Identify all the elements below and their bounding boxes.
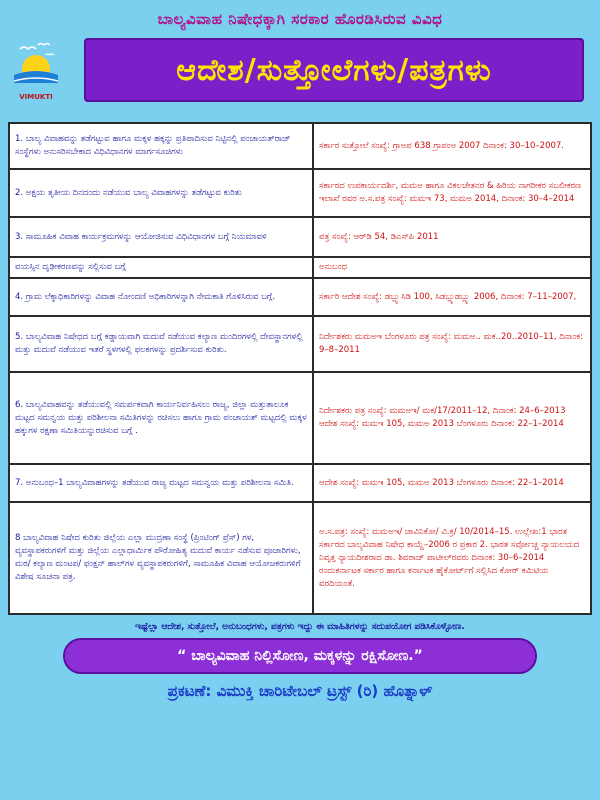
order-reference: ನಿರ್ದೇಶಕರು ಪತ್ರ ಸಂಖ್ಯೆ: ಮಮಅಇ/ ಮಕ/17/2011–12, ದಿನಾಂಕ: 24–6–2013 ಆದೇಶ ಸಂಖ್ಯೆ: ಮಮಇ 105, ಮಮಅ 2013 ಬೆಂಗಳೂರು ದಿನಾಂಕ: 22–1–2014: [313, 372, 591, 464]
sunrise-birds-icon: [10, 39, 62, 95]
logo-text: VIMUKTI: [19, 93, 53, 101]
table-row: [9, 217, 591, 257]
order-reference: ಆದೇಶ ಸಂಖ್ಯೆ: ಮಮಇ 105, ಮಮಅ 2013 ಬೆಂಗಳೂರು ದಿನಾಂಕ: 22–1–2014: [313, 464, 591, 502]
table-row: [9, 169, 591, 217]
header-row: [8, 34, 592, 106]
order-reference: ಸರ್ಕಾರದ ಉಪಕಾರ್ಯದರ್ಶಿ, ಮಮಅ ಹಾಗೂ ವಿಕಲಚೇತನರ & ಹಿರಿಯ ನಾಗರೀಕರ ಸಬಲೀಕರಣ ಇಲಾಖೆ ರವರ ಅ.ಸ.ಪತ್ರ ಸಂಖ್ಯೆ: ಮಮಇ 73, ಮಮಅ 2014, ದಿನಾಂಕ: 30–4–2014: [313, 169, 591, 217]
publisher: ಪ್ರಕಟಣೆ: ವಿಮುಕ್ತಿ ಚಾರಿಟೇಬಲ್ ಟ್ರಸ್ಟ್ (ರಿ) ಹೊತ್ನಾಳ್: [167, 682, 433, 700]
table-row: [9, 502, 591, 614]
orders-table: [8, 122, 592, 615]
order-reference: ಅ.ಸ.ಪತ್ರ: ಸಂಖ್ಯೆ: ಮಮಅಇ/ ಜಾವಿನಿಕೋ/ ವಿ.ಕ್ರ/ 10/2014–15. ಉಲ್ಲೇಖ:1 ಭಾರತ ಸರ್ಕಾರದ ಬಾಲ್ಯವಿವಾಹ ನಿಷೇಧ ಕಾಯ್ದೆ–2006 ರ ಪ್ರಕಾರ 2. ಭಾರತ ಸರ್ವೋಚ್ಚ ನ್ಯಾಯಲಯದ ನಿವೃತ್ತ ನ್ಯಾಯದೀಶರಾದ ಡಾ. ಶಿವರಾಜ್ ಪಾಟೀಲ್‌ರವರು ದಿನಾಂಕ: 30–6–2014 ರಂದುಕರ್ನಾಟಕ ಸರ್ಕಾರ ಹಾಗೂ ಕರ್ನಾಟಕ ಹೈಕೋರ್ಟ್‌ಗೆ ಸಲ್ಲಿಸಿದ ಕೋರ್ ಕಮಿಟಿಯ ವರದಿಯಂತೆ.: [313, 502, 591, 614]
order-reference: ಸರ್ಕಾರಿ ಆದೇಶ ಸಂಖ್ಯೆ: ಡಬ್ಲ್ಯುಸಿಡಿ 100, ಸಿಡಬ್ಲ್ಯುಡಬ್ಲ್ಯು 2006, ದಿನಾಂಕ: 7–11–2007,: [313, 278, 591, 316]
table-row: [9, 464, 591, 502]
order-description: 4. ಗ್ರಾಮ ಲೆಕ್ಕಾಧಿಕಾರಿಗಳನ್ನು ವಿವಾಹ ನೋಂದಣಿ ಅಧಿಕಾರಿಗಳನ್ನಾಗಿ ನೇಮಕಾತಿ ಗೊಳಿಸಿರುವ ಬಗ್ಗೆ.: [9, 278, 313, 316]
footer-note: ಇಷ್ಟೆಲ್ಲಾ ಆದೇಶ, ಸುತ್ತೋಲೆ, ಅನುಬಂಧಗಳು, ಪತ್ರಗಳು ಇದ್ದು ಈ ಮಾಹಿತಿಗಳನ್ನು ಸದುಪಯೋಗ ಪಡಿಸಿಕೊಳ್ಳೋಣ.: [135, 622, 465, 632]
order-description: 1. ಬಾಲ್ಯ ವಿವಾಹವನ್ನು ತಡೆಗಟ್ಟುವ ಹಾಗೂ ಮಕ್ಕಳ ಹಕ್ಕನ್ನು ಪ್ರತಿಪಾದಿಸುವ ನಿಟ್ಟಿನಲ್ಲಿ ಪಂಚಾಯತ್‌ರಾಜ್ ಸಂಸ್ಥೆಗಳು ಅನುಸರಿಸಬೇಕಾದ ವಿಧಿವಿಧಾನಗಳ ಮಾರ್ಗಸೂಚಿಗಳು: [9, 123, 313, 169]
order-reference: ಅನುಬಂಧ: [313, 257, 591, 278]
table-row: [9, 372, 591, 464]
order-description: 6. ಬಾಲ್ಯವಿವಾಹವನ್ನು ತಡೆಯುವಲ್ಲಿ ಸಮರ್ಪಕವಾಗಿ ಕಾರ್ಯನಿರ್ವಹಿಸಲು ರಾಜ್ಯ, ಜಿಲ್ಲಾ ಮತ್ತುತಾಲೂಕ ಮಟ್ಟದ ಸಮನ್ವಯ ಮತ್ತು ಪರಿಶೀಲನಾ ಸಮಿತಿಗಳನ್ನು ರಚಿಸಲು ಹಾಗೂ ಗ್ರಾಮ ಪಂಚಾಯತ್ ಮಟ್ಟದಲ್ಲಿ ಮಕ್ಕಳ ಹಕ್ಕುಗಳ ರಕ್ಷಣಾ ಸಮಿತಿಯನ್ನುರಚಿಸುವ ಬಗ್ಗೆ .: [9, 372, 313, 464]
order-reference: ಪತ್ರ ಸಂಖ್ಯೆ: ಆರ್‌ಡಿ 54, ಡಿಎಸ್‌ಪಿ 2011: [313, 217, 591, 257]
header-title: ಬಾಲ್ಯವಿವಾಹ ನಿಷೇಧಕ್ಕಾಗಿ ಸರಕಾರ ಹೊರಡಿಸಿರುವ ವಿವಿಧ: [157, 10, 443, 28]
table-row: [9, 278, 591, 316]
table-row: [9, 257, 591, 278]
order-reference: ಸರ್ಕಾರ ಸುತ್ತೋಲೆ ಸಂಖ್ಯೆ: ಗ್ರಾಅಪ 638 ಗ್ರಾಪಂಅ 2007 ದಿನಾಂಕ: 30–10–2007.: [313, 123, 591, 169]
trust-logo: [8, 36, 64, 104]
order-reference: ನಿರ್ದೇಶಕರು ಮಮಅಇ ಬೆಂಗಳೂರು ಪತ್ರ ಸಂಖ್ಯೆ: ಮಮಅ.. ಮಕ..20..2010–11, ದಿನಾಂಕ: 9–8–2011: [313, 316, 591, 372]
order-description: 8 ಬಾಲ್ಯವಿವಾಹ ನಿಷೇದ ಕುರಿತು ಜಿಲ್ಲೆಯ ಎಲ್ಲಾ ಮುದ್ರಣಾ ಸಂಸ್ಥೆ (ಪ್ರಿಂಟಿಂಗ್ ಪ್ರೆಸ್) ಗಳ, ವ್ಯವಸ್ಥಾಪಕರುಗಳಿಗೆ ಮತ್ತು ಜಿಲ್ಲೆಯ ಎಲ್ಲಾಧಾರ್ಮಿಕ ಪೌರೋಹಿತ್ಯ ಮದುವೆ ಕಾರ್ಯ ನಡೆಸುವ ಪೂಜಾರಿಗಳು, ಮಠ/ ಕಲ್ಯಾಣ ಮಂಟಪ/ ಫಂಕ್ಷನ್ ಹಾಲ್‌ಗಳ ವ್ಯವಸ್ಥಾಪಕರುಗಳಿಗೆ, ಸಾಮೂಹಿಕ ವಿವಾಹ ಆಯೋಜಕರುಗಳಿಗೆ ವಿಶೇಷ ಸೂಚನಾ ಪತ್ರ.: [9, 502, 313, 614]
order-description: 7. ಅನುಬಂಧ–1 ಬಾಲ್ಯವಿವಾಹಗಳನ್ನು ತಡೆಯುವ ರಾಜ್ಯ ಮಟ್ಟದ ಸಮನ್ವಯ ಮತ್ತು ಪರಿಶೀಲನಾ ಸಮಿತಿ.: [9, 464, 313, 502]
table-row: [9, 123, 591, 169]
order-description: 3. ಸಾಮೂಹಿಕ ವಿವಾಹ ಕಾರ್ಯಕ್ರಮಗಳನ್ನು ಆಯೋಜಿಸುವ ವಿಧಿವಿಧಾನಗಳ ಬಗ್ಗೆ ನಿಯಮಾವಳಿ: [9, 217, 313, 257]
order-description: 2. ಅಕ್ಷಯ ತೃತೀಯ ದಿನದಂದು ನಡೆಯುವ ಬಾಲ್ಯ ವಿವಾಹಗಳನ್ನು ತಡೆಗಟ್ಟುವ ಕುರಿತು: [9, 169, 313, 217]
order-description: 5. ಬಾಲ್ಯವಿವಾಹ ನಿಷೇಧದ ಬಗ್ಗೆ ಕಡ್ಡಾಯವಾಗಿ ಮದುವೆ ನಡೆಯುವ ಕಲ್ಯಾಣ ಮಂದಿರಗಳಲ್ಲಿ ದೇವಸ್ಥಾನಗಳಲ್ಲಿ ಮತ್ತು ಮದುವೆ ನಡೆಯುವ ಇತರೆ ಸ್ಥಳಗಳಲ್ಲಿ ಫಲಕಗಳನ್ನು ಪ್ರದರ್ಶಿಸುವ ಕುರಿತು.: [9, 316, 313, 372]
slogan: “ ಬಾಲ್ಯವಿವಾಹ ನಿಲ್ಲಿಸೋಣ, ಮಕ್ಕಳನ್ನು ರಕ್ಷಿಸೋಣ.”: [63, 638, 537, 674]
table-row: [9, 316, 591, 372]
banner-title: ಆದೇಶ/ಸುತ್ತೋಲೆಗಳು/ಪತ್ರಗಳು: [84, 38, 584, 102]
order-description: ವಯಸ್ಸಿನ ದೃಢೀಕರಣವನ್ನು ಸಲ್ಲಿಸುವ ಬಗ್ಗೆ: [9, 257, 313, 278]
